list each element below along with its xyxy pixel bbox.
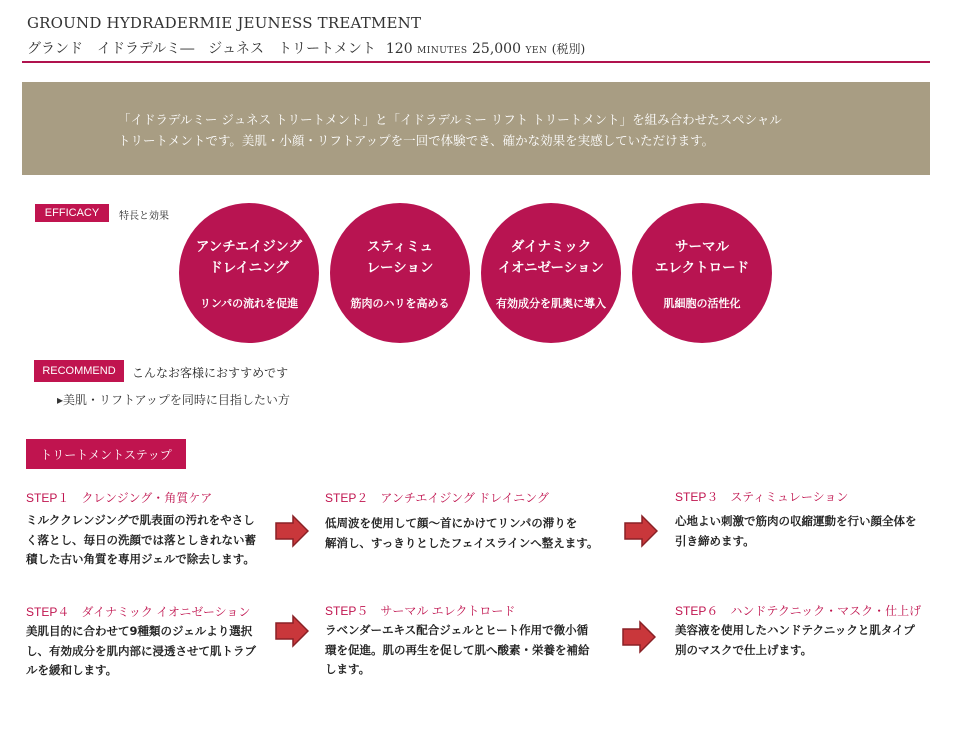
step-4-line: 美肌目的に合わせて9種類のジェルより選択 (26, 624, 253, 638)
efficacy-circle-title: エレクトロード (654, 260, 750, 276)
step-1-title: STEP１ クレンジング・角質ケア (26, 491, 213, 505)
arrow-right-icon (275, 614, 309, 648)
title-japanese-text: グランド イドラデルミ― ジュネス トリートメント (27, 41, 376, 57)
step-1-body (26, 511, 271, 570)
header-divider (22, 61, 930, 63)
arrow-right-icon (624, 514, 658, 548)
step-2-line: 解消し、すっきりとしたフェイスラインへ整えます。 (325, 535, 599, 550)
step-6-line: 別のマスクで仕上げます。 (675, 642, 813, 657)
recommend-item: ▸美肌・リフトアップを同時に目指したい方 (57, 393, 290, 407)
step-3-line: 心地よい刺激で筋肉の収縮運動を行い顔全体を (675, 514, 917, 528)
efficacy-circle-title: アンチエイジング (195, 239, 303, 255)
step-4-title: STEP４ ダイナミック イオニゼーション (26, 605, 251, 619)
step-3-body (675, 512, 935, 551)
step-1-line: く落とし、毎日の洗顔では落としきれない蓄 (26, 532, 256, 547)
step-6-line: 美容液を使用したハンドテクニックと肌タイプ (675, 623, 915, 637)
price-unit: YEN (525, 46, 548, 56)
efficacy-circle-subtitle: 肌細胞の活性化 (663, 297, 741, 310)
step-3-title: STEP３ スティミュレーション (675, 490, 849, 504)
step-1-line: ミルククレンジングで肌表面の汚れをやさし (26, 513, 255, 527)
efficacy-circle-3 (481, 203, 621, 343)
efficacy-circle-title: サーマル (675, 239, 729, 255)
recommend-subtitle: こんなお客様におすすめです (132, 366, 289, 380)
step-2-title: STEP２ アンチエイジング ドレイニング (325, 491, 549, 505)
intro-line-2: トリートメントです。美肌・小顔・リフトアップを一回で体験でき、確かな効果を実感していただけます。 (118, 133, 715, 148)
step-2-body (325, 514, 625, 553)
efficacy-subtitle: 特長と効果 (119, 211, 169, 222)
title-japanese (27, 38, 585, 58)
step-4-body (26, 622, 271, 681)
recommend-label: RECOMMEND (34, 360, 124, 382)
efficacy-circle-subtitle: リンパの流れを促進 (199, 297, 299, 310)
intro-text (118, 109, 838, 151)
efficacy-circle-subtitle: 有効成分を肌奥に導入 (496, 297, 606, 310)
efficacy-label: EFFICACY (35, 204, 109, 222)
efficacy-circle-title: ダイナミック (510, 239, 592, 255)
step-5-title: STEP５ サーマル エレクトロード (325, 604, 516, 618)
efficacy-circle-title: イオニゼーション (498, 260, 604, 276)
step-5-line: ラベンダーエキス配合ジェルとヒート作用で微小循 (325, 623, 589, 637)
efficacy-circle-title: ドレイニング (209, 260, 289, 276)
step-2-line: 低周波を使用して顔～首にかけてリンパの滞りを (325, 516, 578, 530)
efficacy-circle-2 (330, 203, 470, 343)
price-value: 25,000 (472, 41, 521, 57)
arrow-right-icon (275, 514, 309, 548)
efficacy-circle-title: レーション (366, 260, 434, 276)
step-6-title: STEP６ ハンドテクニック・マスク・仕上げ (675, 604, 922, 618)
efficacy-circle-1 (179, 203, 319, 343)
arrow-right-icon (622, 620, 656, 654)
step-4-line: ルを緩和します。 (26, 663, 118, 677)
step-4-line: し、有効成分を肌内部に浸透させて肌トラブ (26, 643, 256, 658)
duration-unit: MINUTES (417, 46, 468, 56)
step-5-line: します。 (325, 662, 371, 676)
tax-note: (税別) (551, 42, 586, 56)
efficacy-circle-subtitle: 筋肉のハリを高める (350, 297, 450, 310)
duration-value: 120 (385, 41, 413, 57)
efficacy-circle-title: スティミュ (367, 239, 433, 255)
efficacy-circle-4 (632, 203, 772, 343)
title-english: GROUND HYDRADERMIE JEUNESS TREATMENT (27, 14, 422, 32)
step-3-line: 引き締めます。 (675, 533, 755, 548)
step-5-line: 環を促進。肌の再生を促して肌へ酸素・栄養を補給 (325, 642, 590, 657)
treatment-steps-label: トリートメントステップ (26, 439, 186, 469)
step-1-line: 積した古い角質を専用ジェルで除去します。 (26, 552, 255, 566)
step-6-body (675, 621, 940, 660)
step-5-body (325, 621, 615, 680)
intro-line-1: 「イドラデルミー ジュネス トリートメント」と「イドラデルミー リフト トリートメント」を組み合わせたスペシャル (118, 112, 782, 127)
